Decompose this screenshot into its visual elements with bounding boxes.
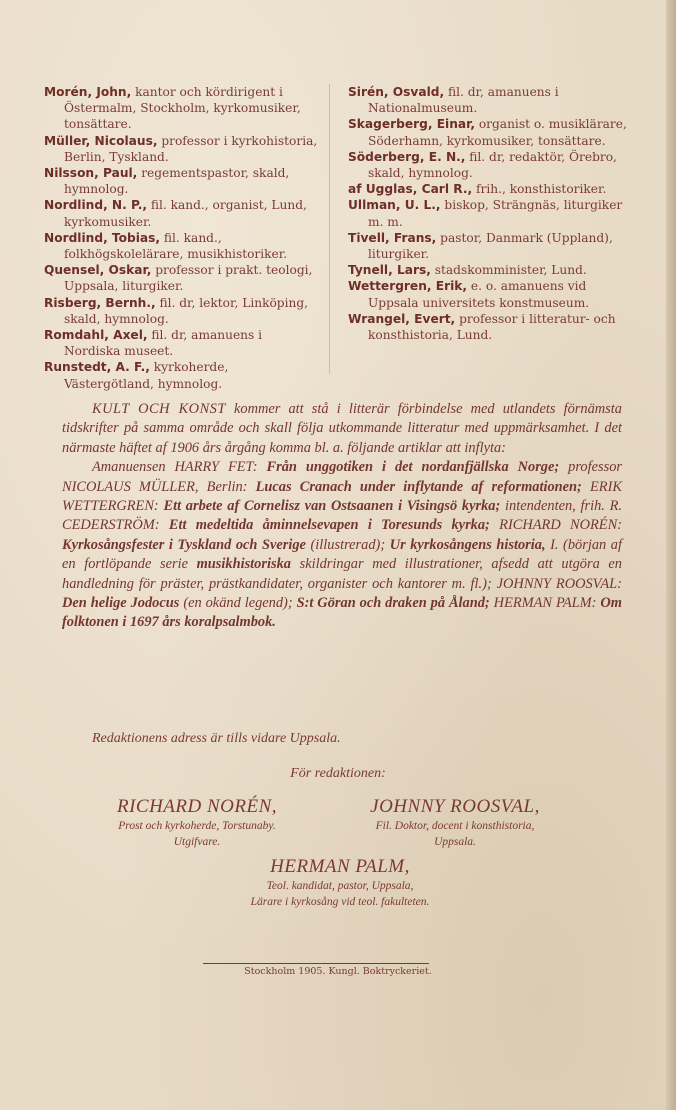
contributor-entry: [44, 230, 322, 262]
editor-title: Teol. kandidat, pastor, Uppsala,: [266, 880, 414, 892]
contributor-desc: fil. dr, lektor, Linköping, skald, hymnolog.: [64, 295, 309, 326]
contributor-entry: [348, 181, 634, 197]
contributor-entry: [44, 84, 322, 133]
announcement: [62, 400, 622, 633]
contributor-name: Wettergren, Erik,: [348, 279, 468, 294]
contributor-column-right: [348, 84, 634, 392]
contributor-name: Romdahl, Axel,: [44, 328, 148, 343]
contributor-entry: [348, 311, 634, 343]
contributor-columns: [44, 84, 634, 392]
editor-role: Utgifvare.: [173, 836, 221, 848]
contributor-entry: [44, 165, 322, 197]
editor-role: Uppsala.: [434, 836, 476, 848]
footer-rule: [203, 963, 429, 964]
contributor-name: af Ugglas, Carl R.,: [348, 182, 473, 197]
article-title: Om folktonen i 1697 års koralpsalmbok.: [62, 595, 622, 631]
contributor-desc: kantor och kördirigent i Östermalm, Stockholm, kyrkomusiker, tonsättare.: [64, 85, 301, 132]
contributor-desc: fil. dr, redaktör, Örebro, skald, hymnolog.: [368, 149, 617, 181]
article-title: Ett arbete af Cornelisz van Ostsaanen i Visingsö kyrka;: [163, 498, 501, 515]
announcement-intro-paragraph: [62, 400, 622, 458]
article-author: RICHARD NORÉN:: [499, 517, 622, 534]
contributor-entry: [348, 84, 634, 116]
contributor-entry: [44, 295, 322, 327]
contributor-name: Nordlind, Tobias,: [44, 230, 161, 245]
contributor-name: Nordlind, N. P.,: [44, 198, 147, 213]
article-author: Amanuensen HARRY FET:: [92, 459, 258, 476]
contributor-entry: [348, 197, 634, 229]
article-title: Lucas Cranach under inflytande af reformationen;: [255, 478, 582, 495]
page-spine-edge: [666, 0, 676, 1110]
contributor-desc: kyrkoherde, Västergötland, hymnolog.: [64, 360, 229, 391]
article-note: I. (början af en fortlöpande serie: [62, 536, 622, 573]
contributor-desc: professor i litteratur- och konsthistoria, Lund.: [368, 311, 616, 343]
contributor-entry: [348, 116, 634, 148]
article-title: S:t Göran och draken på Åland;: [296, 595, 490, 612]
editors-heading: För redaktionen:: [290, 766, 386, 781]
contributor-name: Söderberg, E. N.,: [348, 149, 466, 164]
article-title: Ett medeltida åminnelsevapen i Toresunds kyrka;: [168, 517, 490, 534]
contributor-name: Morén, John,: [44, 85, 132, 99]
article-author: JOHNNY ROOSVAL:: [496, 575, 622, 592]
contributor-entry: [348, 278, 634, 310]
article-author: intendenten, frih. R. CEDERSTRÖM:: [62, 498, 622, 534]
editor-block: [92, 796, 302, 850]
column-divider: [329, 84, 330, 374]
editor-role: Lärare i kyrkosång vid teol. fakulteten.: [250, 896, 430, 908]
contributor-name: Risberg, Bernh.,: [44, 295, 156, 310]
contributor-name: Tynell, Lars,: [348, 263, 431, 278]
contributor-entry: [348, 149, 634, 181]
contributor-entry: [348, 230, 634, 262]
contributor-name: Skagerberg, Einar,: [348, 117, 475, 132]
contributor-desc: e. o. amanuens vid Uppsala universitets konstmuseum.: [368, 279, 590, 310]
article-note: (en okänd legend);: [183, 595, 293, 612]
editor-name: RICHARD NORÉN,: [116, 796, 278, 817]
announcement-articles-paragraph: [62, 458, 622, 633]
contributor-name: Tivell, Frans,: [348, 230, 437, 245]
editor-block: [200, 856, 480, 910]
printer-imprint: Stockholm 1905. Kungl. Boktryckeriet.: [244, 966, 432, 977]
contributor-desc: fil. kand., folkhögskolelärare, musikhistoriker.: [64, 230, 288, 262]
contributor-entry: [44, 359, 322, 391]
contributor-desc: fil. kand., organist, Lund, kyrkomusiker.: [64, 198, 307, 229]
editorial-address: Redaktionens adress är tills vidare Uppsala.: [92, 731, 341, 746]
article-place: Berlin:: [206, 478, 248, 495]
editor-name: JOHNNY ROOSVAL,: [370, 796, 540, 817]
editor-title: Fil. Doktor, docent i konsthistoria,: [375, 820, 535, 832]
article-title: Kyrkosångsfester i Tyskland och Sverige: [62, 536, 306, 553]
contributor-desc: frih., konsthistoriker.: [476, 182, 607, 197]
contributor-desc: professor i prakt. teologi, Uppsala, liturgiker.: [64, 263, 313, 294]
contributor-desc: regementspastor, skald, hymnolog.: [64, 166, 290, 197]
announcement-intro: kommer att stå i litterär förbindelse med utlandets förnämsta tidskrifter på samma område och skall följa utkommande litteratur med uppmärksamhet. I det närmaste häftet af 1906 års årgång komma bl. a. följande artiklar att inflyta:: [62, 401, 622, 456]
contributor-name: Müller, Nicolaus,: [44, 133, 158, 148]
contributor-desc: pastor, Danmark (Uppland), liturgiker.: [368, 230, 613, 262]
contributor-desc: fil. dr, amanuens i Nordiska museet.: [64, 328, 263, 359]
contributor-desc: biskop, Strängnäs, liturgiker m. m.: [368, 198, 623, 229]
contributor-desc: organist o. musiklärare, Söderhamn, kyrkomusiker, tonsättare.: [368, 117, 627, 148]
contributor-column-left: [44, 84, 322, 392]
journal-title: KULT OCH KONST: [92, 401, 226, 417]
contributor-name: Sirén, Osvald,: [348, 85, 445, 99]
editor-block: [340, 796, 570, 850]
editor-name: HERMAN PALM,: [270, 856, 410, 877]
article-emphasis: musikhistoriska: [196, 556, 291, 573]
contributor-entry: [44, 262, 322, 294]
contributor-desc: professor i kyrkohistoria, Berlin, Tyskland.: [64, 133, 318, 164]
article-title: Ur kyrkosångens historia,: [389, 536, 546, 553]
contributor-desc: fil. dr, amanuens i Nationalmuseum.: [368, 85, 559, 116]
contributor-entry: [44, 327, 322, 359]
contributor-entry: [44, 197, 322, 229]
contributor-name: Ullman, U. L.,: [348, 198, 441, 213]
contributor-entry: [44, 133, 322, 165]
article-note: skildringar med illustrationer, afsedd att utgöra en handledning för präster, prästkandidater, organister och kantorer m. fl.);: [62, 556, 622, 592]
contributor-name: Wrangel, Evert,: [348, 311, 456, 326]
article-author: professor NICOLAUS MÜLLER,: [62, 459, 622, 495]
editor-title: Prost och kyrkoherde, Torstunaby.: [118, 820, 276, 832]
article-note: (illustrerad);: [310, 536, 386, 553]
contributor-name: Nilsson, Paul,: [44, 166, 138, 181]
article-title: Från unggotiken i det nordanfjällska Norge;: [266, 459, 560, 476]
article-author: ERIK WETTERGREN:: [62, 478, 622, 515]
contributor-desc: stadskomminister, Lund.: [434, 263, 587, 278]
contributor-name: Runstedt, A. F.,: [44, 360, 150, 375]
article-author: HERMAN PALM:: [493, 595, 597, 612]
article-title: Den helige Jodocus: [62, 595, 180, 612]
contributor-name: Quensel, Oskar,: [44, 263, 152, 278]
contributor-entry: [348, 262, 634, 278]
